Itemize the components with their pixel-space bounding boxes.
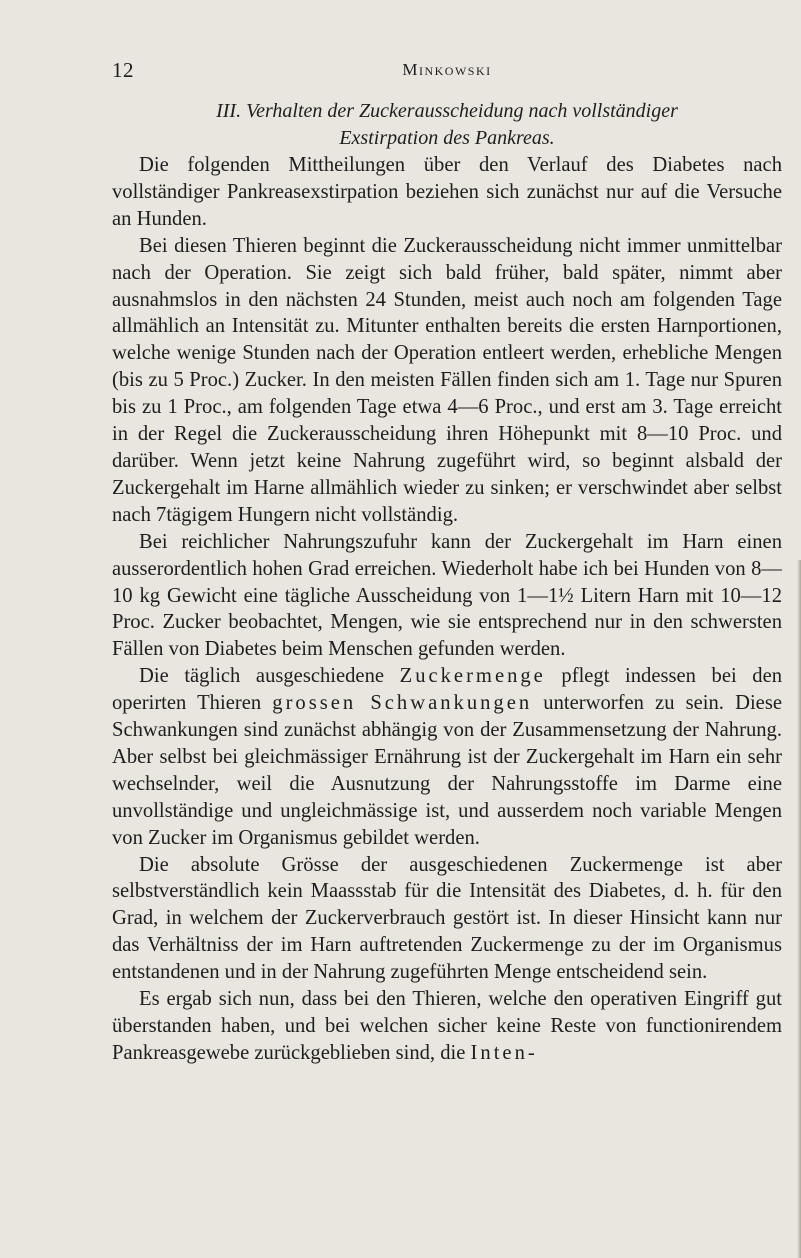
paragraph-4-text-c: unterworfen zu sein. Diese Schwankungen sind zunächst abhängig von der Zusammensetzung der Nahrung. Aber selbst bei gleichmässiger Ernährung ist der Zuckergehalt im Harn ein sehr wechselnder, weil die Ausnutzung der Nahrungsstoffe im Darme eine unvollständige und ungleichmässige ist, und ausserdem noch variable Mengen von Zucker im Organismus gebildet werden. — [112, 692, 782, 849]
section-heading — [112, 98, 782, 152]
paragraph-3: Bei reichlicher Nahrungszufuhr kann der Zuckergehalt im Harn einen ausserordentlich hohen Grad erreichen. Wiederholt habe ich bei Hunden von 8—10 kg Gewicht eine tägliche Ausscheidung von 1—1½ Litern Harn mit 10—12 Proc. Zucker beobachtet, Mengen, wie sie entsprechend nur in den schwersten Fällen von Diabetes beim Menschen gefunden werden. — [112, 530, 782, 661]
paragraph-4 — [112, 663, 782, 851]
paragraph-6 — [112, 986, 782, 1067]
paragraph-1: Die folgenden Mittheilungen über den Verlauf des Diabetes nach vollständiger Pankreasexstirpation beziehen sich zunächst nur auf die Versuche an Hunden. — [112, 154, 782, 230]
paragraph-2: Bei diesen Thieren beginnt die Zuckerausscheidung nicht immer unmittelbar nach der Operation. Sie zeigt sich bald früher, bald später, nimmt aber ausnahmslos in den nächsten 24 Stunden, meist auch noch am folgenden Tage allmählich an Intensität zu. Mitunter enthalten bereits die ersten Harnportionen, welche wenige Stunden nach der Operation entleert werden, erhebliche Mengen (bis zu 5 Proc.) Zucker. In den meisten Fällen finden sich am 1. Tage nur Spuren bis zu 1 Proc., am folgenden Tage etwa 4—6 Proc., und erst am 3. Tage erreicht in der Regel die Zuckerausscheidung ihren Höhepunkt mit 8—10 Proc. und darüber. Wenn jetzt keine Nahrung zugeführt wird, so beginnt alsbald der Zuckergehalt im Harne allmählich wieder zu sinken; er verschwindet aber selbst nach 7tägigem Hungern nicht vollständig. — [112, 234, 782, 526]
emphasis-grossen-schwankungen: grossen Schwankungen — [272, 692, 533, 715]
emphasis-intensitaet: Inten- — [470, 1041, 538, 1064]
page-header — [112, 58, 782, 86]
page-number: 12 — [112, 58, 134, 82]
page-edge-shadow — [797, 560, 801, 1258]
body-text — [112, 152, 782, 1067]
paragraph-5: Die absolute Grösse der ausgeschiedenen Zuckermenge ist aber selbstverständlich kein Maassstab für die Intensität des Diabetes, d. h. für den Grad, in welchem der Zuckerverbrauch gestört ist. In dieser Hinsicht kann nur das Verhältniss der im Harn auftretenden Zuckermenge zu der im Organismus entstandenen und in der Nahrung zugeführten Menge entscheidend sein. — [112, 853, 782, 984]
paragraph-4-text-a: Die täglich ausgeschiedene — [139, 665, 400, 688]
running-head: Minkowski — [402, 60, 492, 79]
paragraph-6-text-a: Es ergab sich nun, dass bei den Thieren, welche den operativen Eingriff gut überstanden haben, und bei welchen sicher keine Reste von functionirendem Pankreasgewebe zurückgeblieben sind, die — [112, 988, 782, 1064]
emphasis-zuckermenge: Zuckermenge — [399, 665, 546, 688]
section-heading-line-1: III. Verhalten der Zuckerausscheidung nach vollständiger — [216, 100, 678, 122]
paragraph-4-text-b: pflegt indessen bei den operirten Thieren — [112, 665, 783, 715]
section-heading-line-2: Exstirpation des Pankreas. — [339, 127, 555, 149]
